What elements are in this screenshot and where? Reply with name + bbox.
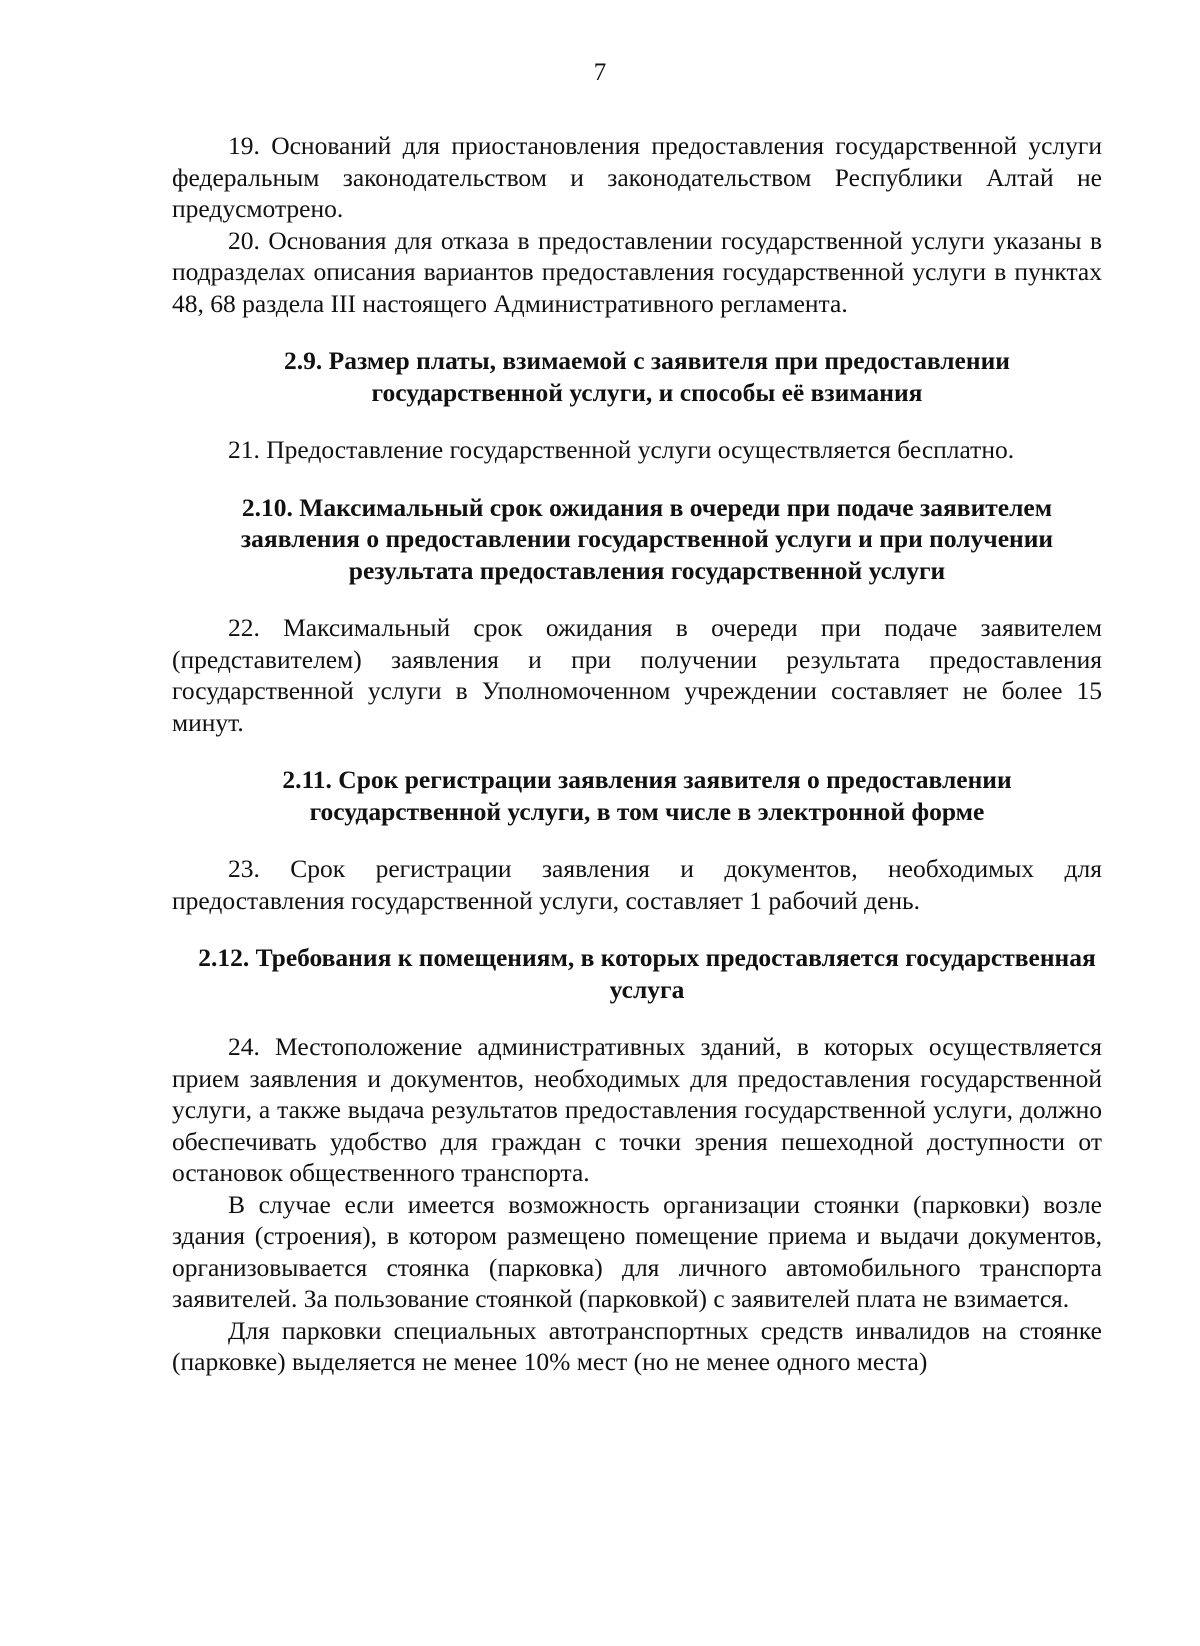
section-heading-2-10: 2.10. Максимальный срок ожидания в очереди при подаче заявителем заявления о предоставлении государственной услуги и при получении результата предоставления государственной услуги xyxy=(240,492,1054,585)
paragraph-20: 20. Основания для отказа в предоставлении государственной услуги указаны в подразделах описания вариантов предоставления государственной услуги в пунктах 48, 68 раздела III настоящего Административного регламента. xyxy=(172,225,1102,318)
document-body xyxy=(172,130,1102,1378)
paragraph-21: 21. Предоставление государственной услуги осуществляется бесплатно. xyxy=(228,435,1015,464)
paragraph-disabled-parking: Для парковки специальных автотранспортных средств инвалидов на стоянке (парковке) выделяется не менее 10% мест (но не менее одного места) xyxy=(172,1315,1102,1376)
paragraph-23: 23. Срок регистрации заявления и документов, необходимых для предоставления государственной услуги, составляет 1 рабочий день. xyxy=(172,854,1102,915)
page-number: 7 xyxy=(593,59,607,86)
paragraph-19: 19. Оснований для приостановления предоставления государственной услуги федеральным законодательством и законодательством Республики Алтай не предусмотрено. xyxy=(172,131,1102,223)
section-heading-2-9: 2.9. Размер платы, взимаемой с заявителя при предоставлении государственной услуги, и способы её взимания xyxy=(284,346,1010,407)
paragraph-parking: В случае если имеется возможность организации стоянки (парковки) возле здания (строения), в котором размещено помещение приема и выдачи документов, организовывается стоянка (парковка) для личного автомобильного транспорта заявителей. За пользование стоянкой (парковкой) с заявителей плата не взимается. xyxy=(172,1189,1102,1313)
section-heading-2-11: 2.11. Срок регистрации заявления заявителя о предоставлении государственной услуги, в том числе в электронной форме xyxy=(282,765,1012,826)
paragraph-22: 22. Максимальный срок ожидания в очереди при подаче заявителем (представителем) заявления и при получении результата предоставления государственной услуги в Уполномоченном учреждении составляет не более 15 минут. xyxy=(172,613,1102,737)
section-heading-2-12: 2.12. Требования к помещениям, в которых предоставляется государственная услуга xyxy=(198,943,1096,1004)
paragraph-24: 24. Местоположение административных зданий, в которых осуществляется прием заявления и документов, необходимых для предоставления государственной услуги, а также выдача результатов предоставления государственной услуги, должно обеспечивать удобство для граждан с точки зрения пешеходной доступности от остановок общественного транспорта. xyxy=(172,1032,1102,1187)
